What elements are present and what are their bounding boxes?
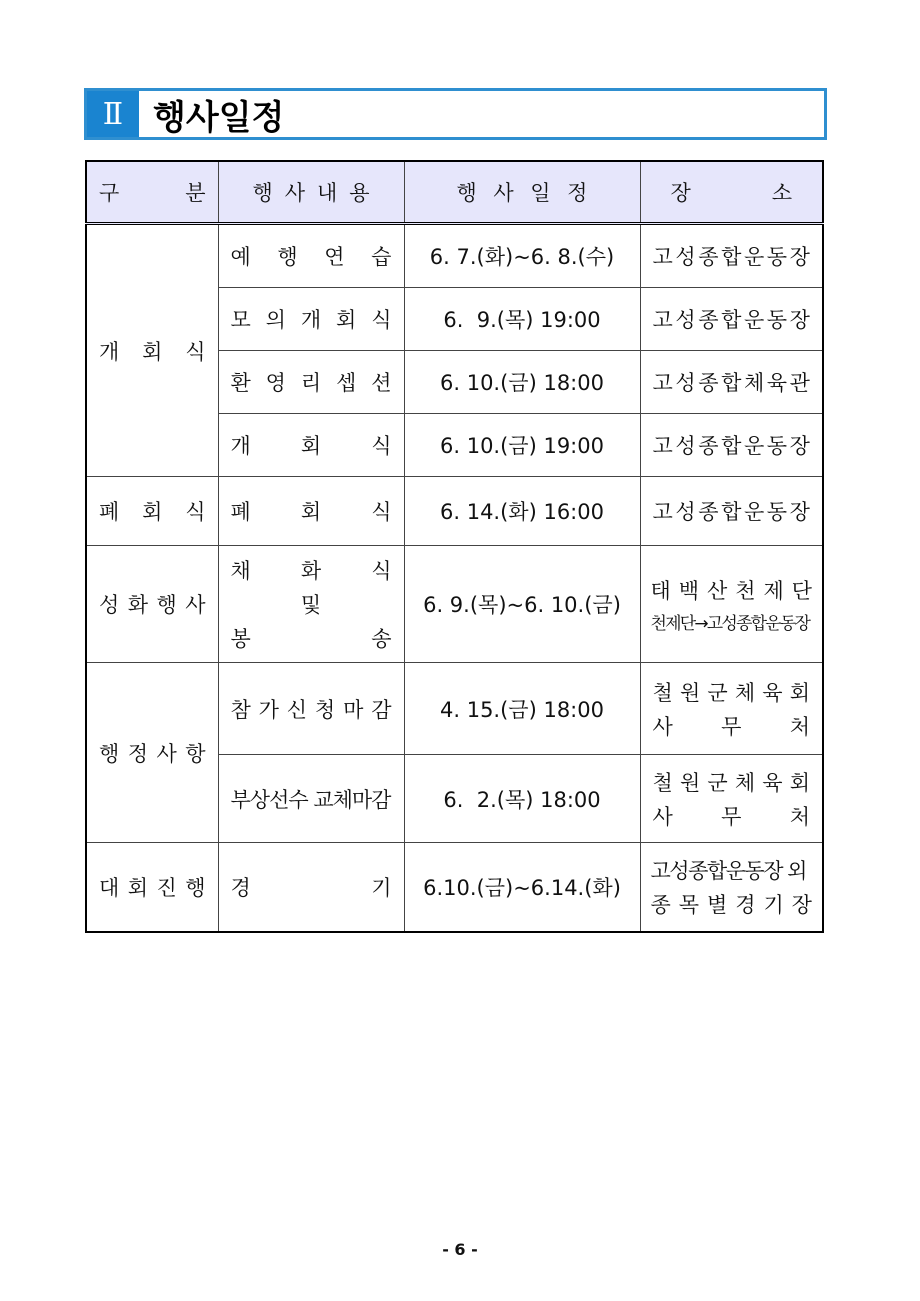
date-cell: 6. 14.(화) 16:00 [404, 477, 640, 546]
content-connector: 및 [300, 593, 322, 617]
content-cell [218, 351, 404, 414]
place-cell [640, 351, 823, 414]
date-cell: 6. 10.(금) 19:00 [404, 414, 640, 477]
spread-text: 봉 송 [230, 627, 392, 651]
content-cell [218, 288, 404, 351]
section-number: Ⅱ [87, 91, 139, 137]
date-cell: 6. 7.(화)~6. 8.(수) [404, 224, 640, 288]
header-category [86, 161, 218, 224]
spread-text: 채 화 식 [230, 559, 392, 583]
spread-text: 종 목 별 경 기 장 [650, 893, 812, 917]
category-cell [86, 663, 218, 843]
date-cell: 6. 9.(목)~6. 10.(금) [404, 546, 640, 663]
page-number: - 6 - [442, 1240, 478, 1259]
spread-text: 고 성 종 합 운 동 장 [652, 434, 810, 458]
table-row [86, 546, 823, 663]
spread-text: 태 백 산 천 제 단 [650, 578, 812, 603]
header-content [218, 161, 404, 224]
spread-text: 고 성 종 합 운 동 장 [652, 500, 810, 524]
content-cell [218, 414, 404, 477]
spread-text: 폐 회 식 [99, 500, 206, 524]
spread-text: 행 사 일 정 [456, 181, 588, 205]
section-heading: 행사일정 [153, 97, 285, 138]
content-cell [218, 477, 404, 546]
place-main: 고성종합운동장 외 [650, 859, 806, 883]
place-cell [640, 546, 823, 663]
date-cell: 6. 9.(목) 19:00 [404, 288, 640, 351]
spread-text: 장 소 [670, 181, 792, 205]
place-cell [640, 663, 823, 755]
spread-text: 폐 회 식 [230, 500, 392, 524]
table-header-row [86, 161, 823, 224]
category-cell [86, 546, 218, 663]
place-cell [640, 224, 823, 288]
spread-text: 구 분 [99, 181, 206, 205]
date-cell: 6.10.(금)~6.14.(화) [404, 843, 640, 933]
spread-text: 행 정 사 항 [99, 741, 206, 766]
spread-text: 고 성 종 합 운 동 장 [652, 245, 810, 269]
spread-text: 철 원 군 체 육 회 [652, 770, 810, 795]
place-route: 천제단→고성종합운동장 [650, 613, 810, 634]
spread-text: 철 원 군 체 육 회 [652, 680, 810, 705]
table-row [86, 843, 823, 933]
table-row [86, 224, 823, 288]
category-cell [86, 843, 218, 933]
spread-text: 행 사 내 용 [252, 181, 370, 205]
date-cell: 4. 15.(금) 18:00 [404, 663, 640, 755]
spread-text: 사 무 처 [652, 804, 810, 829]
place-cell [640, 755, 823, 843]
table-row [86, 663, 823, 755]
header-date [404, 161, 640, 224]
spread-text: 개 회 식 [230, 434, 392, 458]
spread-text: 고 성 종 합 체 육 관 [652, 371, 810, 395]
spread-text: 대 회 진 행 [99, 876, 206, 900]
spread-text: 참 가 신 청 마 감 [230, 697, 392, 722]
spread-text: 고 성 종 합 운 동 장 [652, 308, 810, 332]
spread-text: 환 영 리 셉 션 [230, 371, 392, 395]
content-cell [218, 843, 404, 933]
spread-text: 사 무 처 [652, 714, 810, 739]
category-cell [86, 224, 218, 477]
schedule-table [85, 160, 824, 933]
category-cell [86, 477, 218, 546]
date-cell: 6. 10.(금) 18:00 [404, 351, 640, 414]
place-cell [640, 477, 823, 546]
spread-text: 경 기 [230, 876, 392, 900]
content-cell [218, 663, 404, 755]
spread-text: 성 화 행 사 [99, 593, 206, 617]
content-cell: 부상선수 교체마감 [218, 755, 404, 843]
place-cell [640, 414, 823, 477]
table-row [86, 477, 823, 546]
date-cell: 6. 2.(목) 18:00 [404, 755, 640, 843]
section-title [84, 88, 827, 140]
content-cell [218, 224, 404, 288]
content-cell [218, 546, 404, 663]
place-cell [640, 288, 823, 351]
header-place [640, 161, 823, 224]
place-cell [640, 843, 823, 933]
spread-text: 예 행 연 습 [230, 245, 392, 269]
spread-text: 개 회 식 [99, 339, 206, 364]
spread-text: 모 의 개 회 식 [230, 308, 392, 332]
